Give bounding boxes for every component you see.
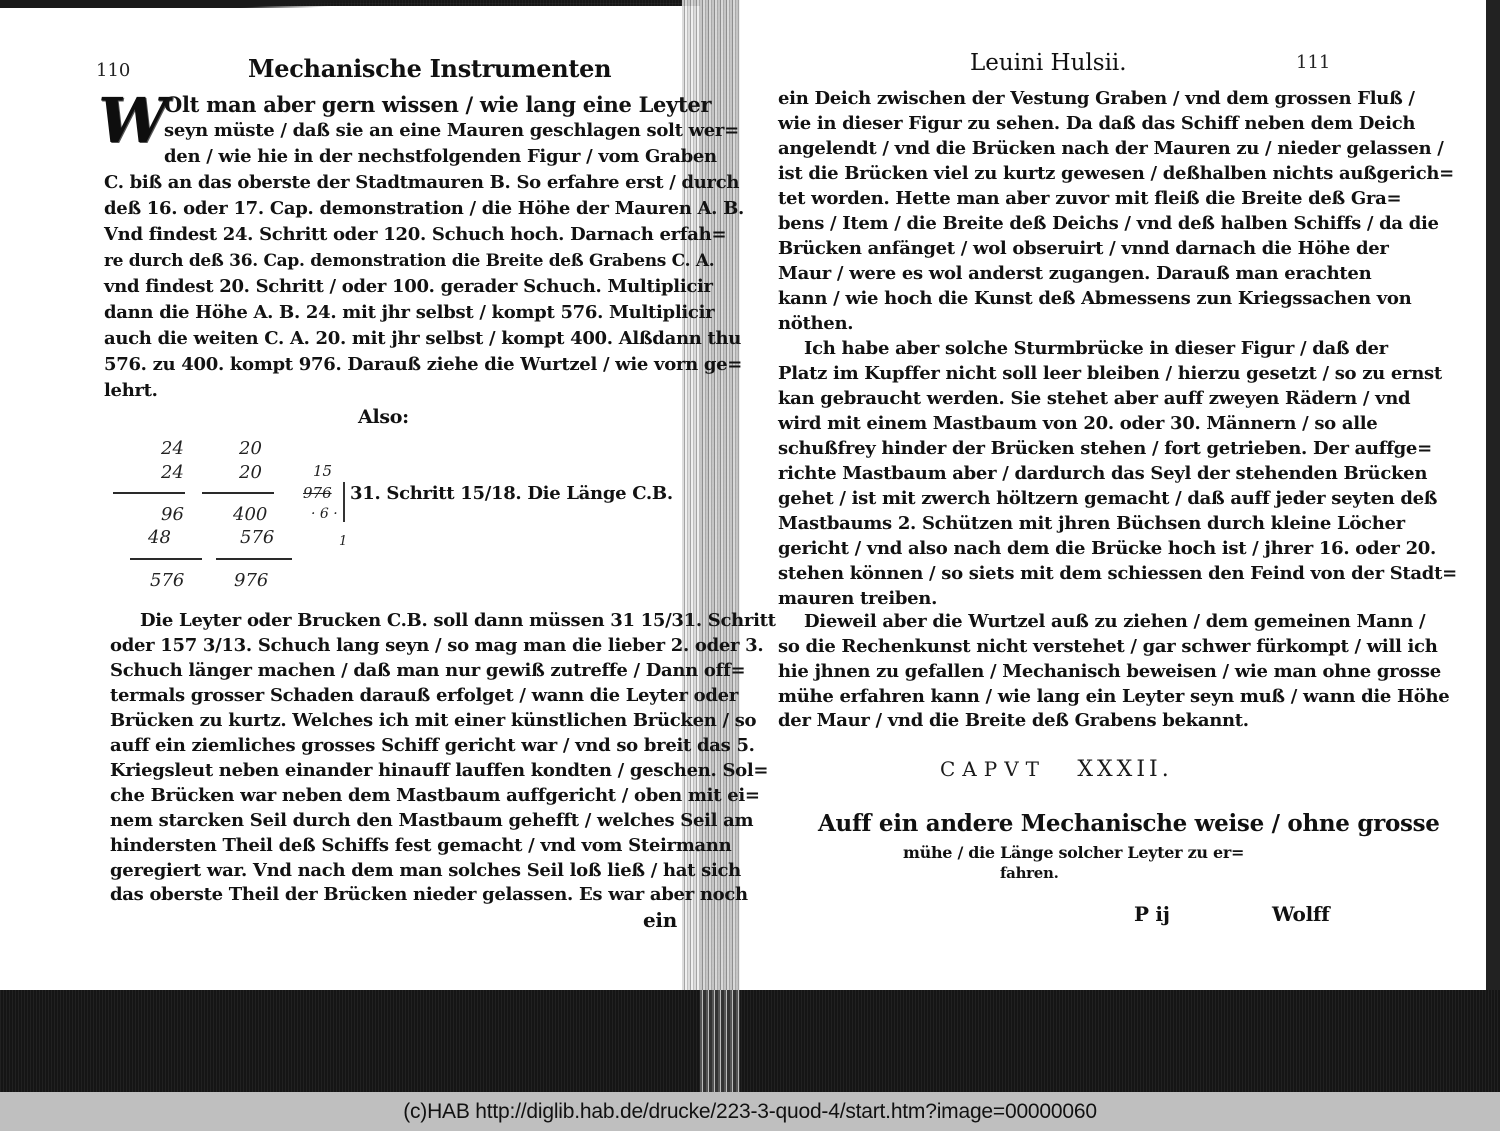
left-page-top-shadow [0, 0, 640, 8]
text-line: nem starcken Seil durch den Mastbaum gehefft / welches Seil am [110, 810, 754, 831]
left-catchword: ein [643, 908, 677, 932]
text-line: ist die Brücken viel zu kurtz gewesen / deßhalben nichts außgerich= [778, 163, 1454, 184]
text-line: wie in dieser Figur zu sehen. Da daß das Schiff neben dem Deich [778, 113, 1416, 134]
footer-credit-bar [0, 1092, 1500, 1131]
text-line: 576. zu 400. kompt 976. Darauß ziehe die Wurtzel / wie vorn ge= [104, 354, 743, 375]
text-line: Platz im Kupffer nicht soll leer bleiben / hierzu gesetzt / so zu ernst [778, 363, 1442, 384]
chapter-title-line1: Auff ein andere Mechanische weise / ohne grosse [818, 810, 1440, 837]
text-line: gehet / ist mit zwerch höltzern gemacht / daß auff jeder seyten deß [778, 488, 1438, 509]
text-line: auch die weiten C. A. 20. mit jhr selbst / kompt 400. Alßdann thu [104, 328, 742, 349]
text-line: geregiert war. Vnd nach dem man solches Seil loß ließ / hat sich [110, 860, 741, 881]
text-line: stehen können / so siets mit dem schiessen den Feind von der Stadt= [778, 563, 1457, 584]
text-line: vnd findest 20. Schritt / oder 100. gerader Schuch. Multiplicir [104, 276, 713, 297]
calc-col1-b: 24 [161, 462, 184, 483]
text-line: Olt man aber gern wissen / wie lang eine Leyter [164, 92, 712, 117]
text-line: Ich habe aber solche Sturmbrücke in dieser Figur / daß der [804, 338, 1388, 359]
text-line: nöthen. [778, 313, 854, 334]
text-line: re durch deß 36. Cap. demonstration die Breite deß Grabens C. A. [104, 251, 715, 271]
text-line: den / wie hie in der nechstfolgenden Figur / vom Graben [164, 146, 717, 167]
text-line: termals grosser Schaden darauß erfolget / wann die Leyter oder [110, 685, 739, 706]
text-line: dann die Höhe A. B. 24. mit jhr selbst / kompt 576. Multiplicir [104, 302, 715, 323]
drop-cap: W [98, 84, 168, 157]
left-folio: 110 [96, 60, 131, 81]
caput-label: CAPVT [940, 757, 1046, 781]
text-line: Maur / were es wol anderst zugangen. Darauß man erachten [778, 263, 1372, 284]
text-line: der Maur / vnd die Breite deß Grabens bekannt. [778, 710, 1249, 731]
calc-col2-d: 576 [240, 527, 275, 548]
text-line: schußfrey hinder der Brücken stehen / fort getrieben. Der auffge= [778, 438, 1432, 459]
calc-col2-a: 20 [239, 438, 262, 459]
calc-rule [130, 558, 202, 560]
text-line: tet worden. Hette man aber zuvor mit fleiß die Breite deß Gra= [778, 188, 1402, 209]
root-bar [343, 482, 345, 522]
text-line: che Brücken war neben dem Mastbaum auffgericht / oben mit ei= [110, 785, 760, 806]
text-line: gericht / vnd also nach dem die Brücke hoch ist / jhrer 16. oder 20. [778, 538, 1437, 559]
root-result: 31. Schritt 15/18. Die Länge C.B. [350, 483, 673, 504]
text-line: richte Mastbaum aber / dardurch das Seyl der stehenden Brücken [778, 463, 1428, 484]
calc-col2-result: 976 [234, 570, 269, 591]
root-below: · 6 · [311, 506, 338, 522]
calc-rule [216, 558, 292, 560]
calc-col1-a: 24 [161, 438, 184, 459]
text-line: hie jhnen zu gefallen / Mechanisch beweisen / wie man ohne grosse [778, 661, 1441, 682]
text-line: so die Rechenkunst nicht verstehet / gar schwer fürkompt / will ich [778, 636, 1438, 657]
text-line: mühe erfahren kann / wie lang ein Leyter seyn muß / wann die Höhe [778, 686, 1450, 707]
right-catchword: Wolff [1272, 902, 1330, 926]
scan-bottom-background [0, 990, 1500, 1092]
calc-rule [202, 492, 274, 494]
caput-number: XXXII. [1077, 757, 1173, 782]
text-line: lehrt. [104, 380, 158, 401]
text-line: bens / Item / die Breite deß Deichs / vnd deß halben Schiffs / da die [778, 213, 1439, 234]
text-line: Schuch länger machen / daß man nur gewiß zutreffe / Dann off= [110, 660, 746, 681]
text-line: mauren treiben. [778, 588, 938, 609]
text-line: C. biß an das oberste der Stadtmauren B. So erfahre erst / durch [104, 172, 740, 193]
root-top: 15 [313, 462, 333, 480]
text-line: Mastbaums 2. Schützen mit jhren Büchsen durch kleine Löcher [778, 513, 1405, 534]
calc-col2-c: 400 [233, 504, 268, 525]
right-folio: 111 [1296, 52, 1331, 73]
calc-col1-d: 48 [148, 527, 171, 548]
root-dividend: 976 [303, 484, 332, 502]
text-line: kann / wie hoch die Kunst deß Abmessens zun Kriegssachen von [778, 288, 1412, 309]
calc-col1-c: 96 [161, 504, 184, 525]
text-line: wird mit einem Mastbaum von 20. oder 30. Männern / so alle [778, 413, 1378, 434]
text-line: Dieweil aber die Wurtzel auß zu ziehen / dem gemeinen Mann / [804, 611, 1426, 632]
gutter-bottom [700, 990, 740, 1092]
text-line: ein Deich zwischen der Vestung Graben / vnd dem grossen Fluß / [778, 88, 1415, 109]
chapter-heading [940, 757, 1173, 782]
text-line: auff ein ziemliches grosses Schiff gericht war / vnd so breit das 5. [110, 735, 755, 756]
text-line: hindersten Theil deß Schiffs fest gemacht / vnd vom Steirmann [110, 835, 732, 856]
calc-rule [113, 492, 185, 494]
text-line: Brücken anfänget / wol obseruirt / vnnd darnach die Höhe der [778, 238, 1389, 259]
root-bottom: 1 [339, 534, 348, 549]
text-line: Die Leyter oder Brucken C.B. soll dann müssen 31 15/31. Schritt [140, 610, 776, 631]
text-line: kan gebraucht werden. Sie stehet aber auff zweyen Rädern / vnd [778, 388, 1411, 409]
text-line: oder 157 3/13. Schuch lang seyn / so mag man die lieber 2. oder 3. [110, 635, 764, 656]
right-scan-edge [1486, 0, 1500, 1092]
footer-credit-text: (c)HAB http://diglib.hab.de/drucke/223-3-quod-4/start.htm?image=00000060 [403, 1099, 1097, 1123]
chapter-title-line3: fahren. [1000, 864, 1059, 882]
text-line: Kriegsleut neben einander hinauff lauffen kondten / geschen. Sol= [110, 760, 769, 781]
text-line: angelendt / vnd die Brücken nach der Mauren zu / nieder gelassen / [778, 138, 1444, 159]
calc-col2-b: 20 [239, 462, 262, 483]
text-line: seyn müste / daß sie an eine Mauren geschlagen solt wer= [164, 120, 739, 141]
text-line: Vnd findest 24. Schritt oder 120. Schuch hoch. Darnach erfah= [104, 224, 727, 245]
text-line: Brücken zu kurtz. Welches ich mit einer künstlichen Brücken / so [110, 710, 757, 731]
signature-mark: P ij [1134, 902, 1170, 926]
calc-col1-result: 576 [150, 570, 185, 591]
chapter-title-line2: mühe / die Länge solcher Leyter zu er= [903, 843, 1245, 862]
right-running-head: Leuini Hulsii. [970, 50, 1127, 76]
text-line: das oberste Theil der Brücken nieder gelassen. Es war aber noch [110, 884, 748, 905]
text-line: deß 16. oder 17. Cap. demonstration / die Höhe der Mauren A. B. [104, 198, 744, 219]
left-running-head: Mechanische Instrumenten [248, 54, 612, 83]
also-label: Also: [358, 406, 409, 428]
